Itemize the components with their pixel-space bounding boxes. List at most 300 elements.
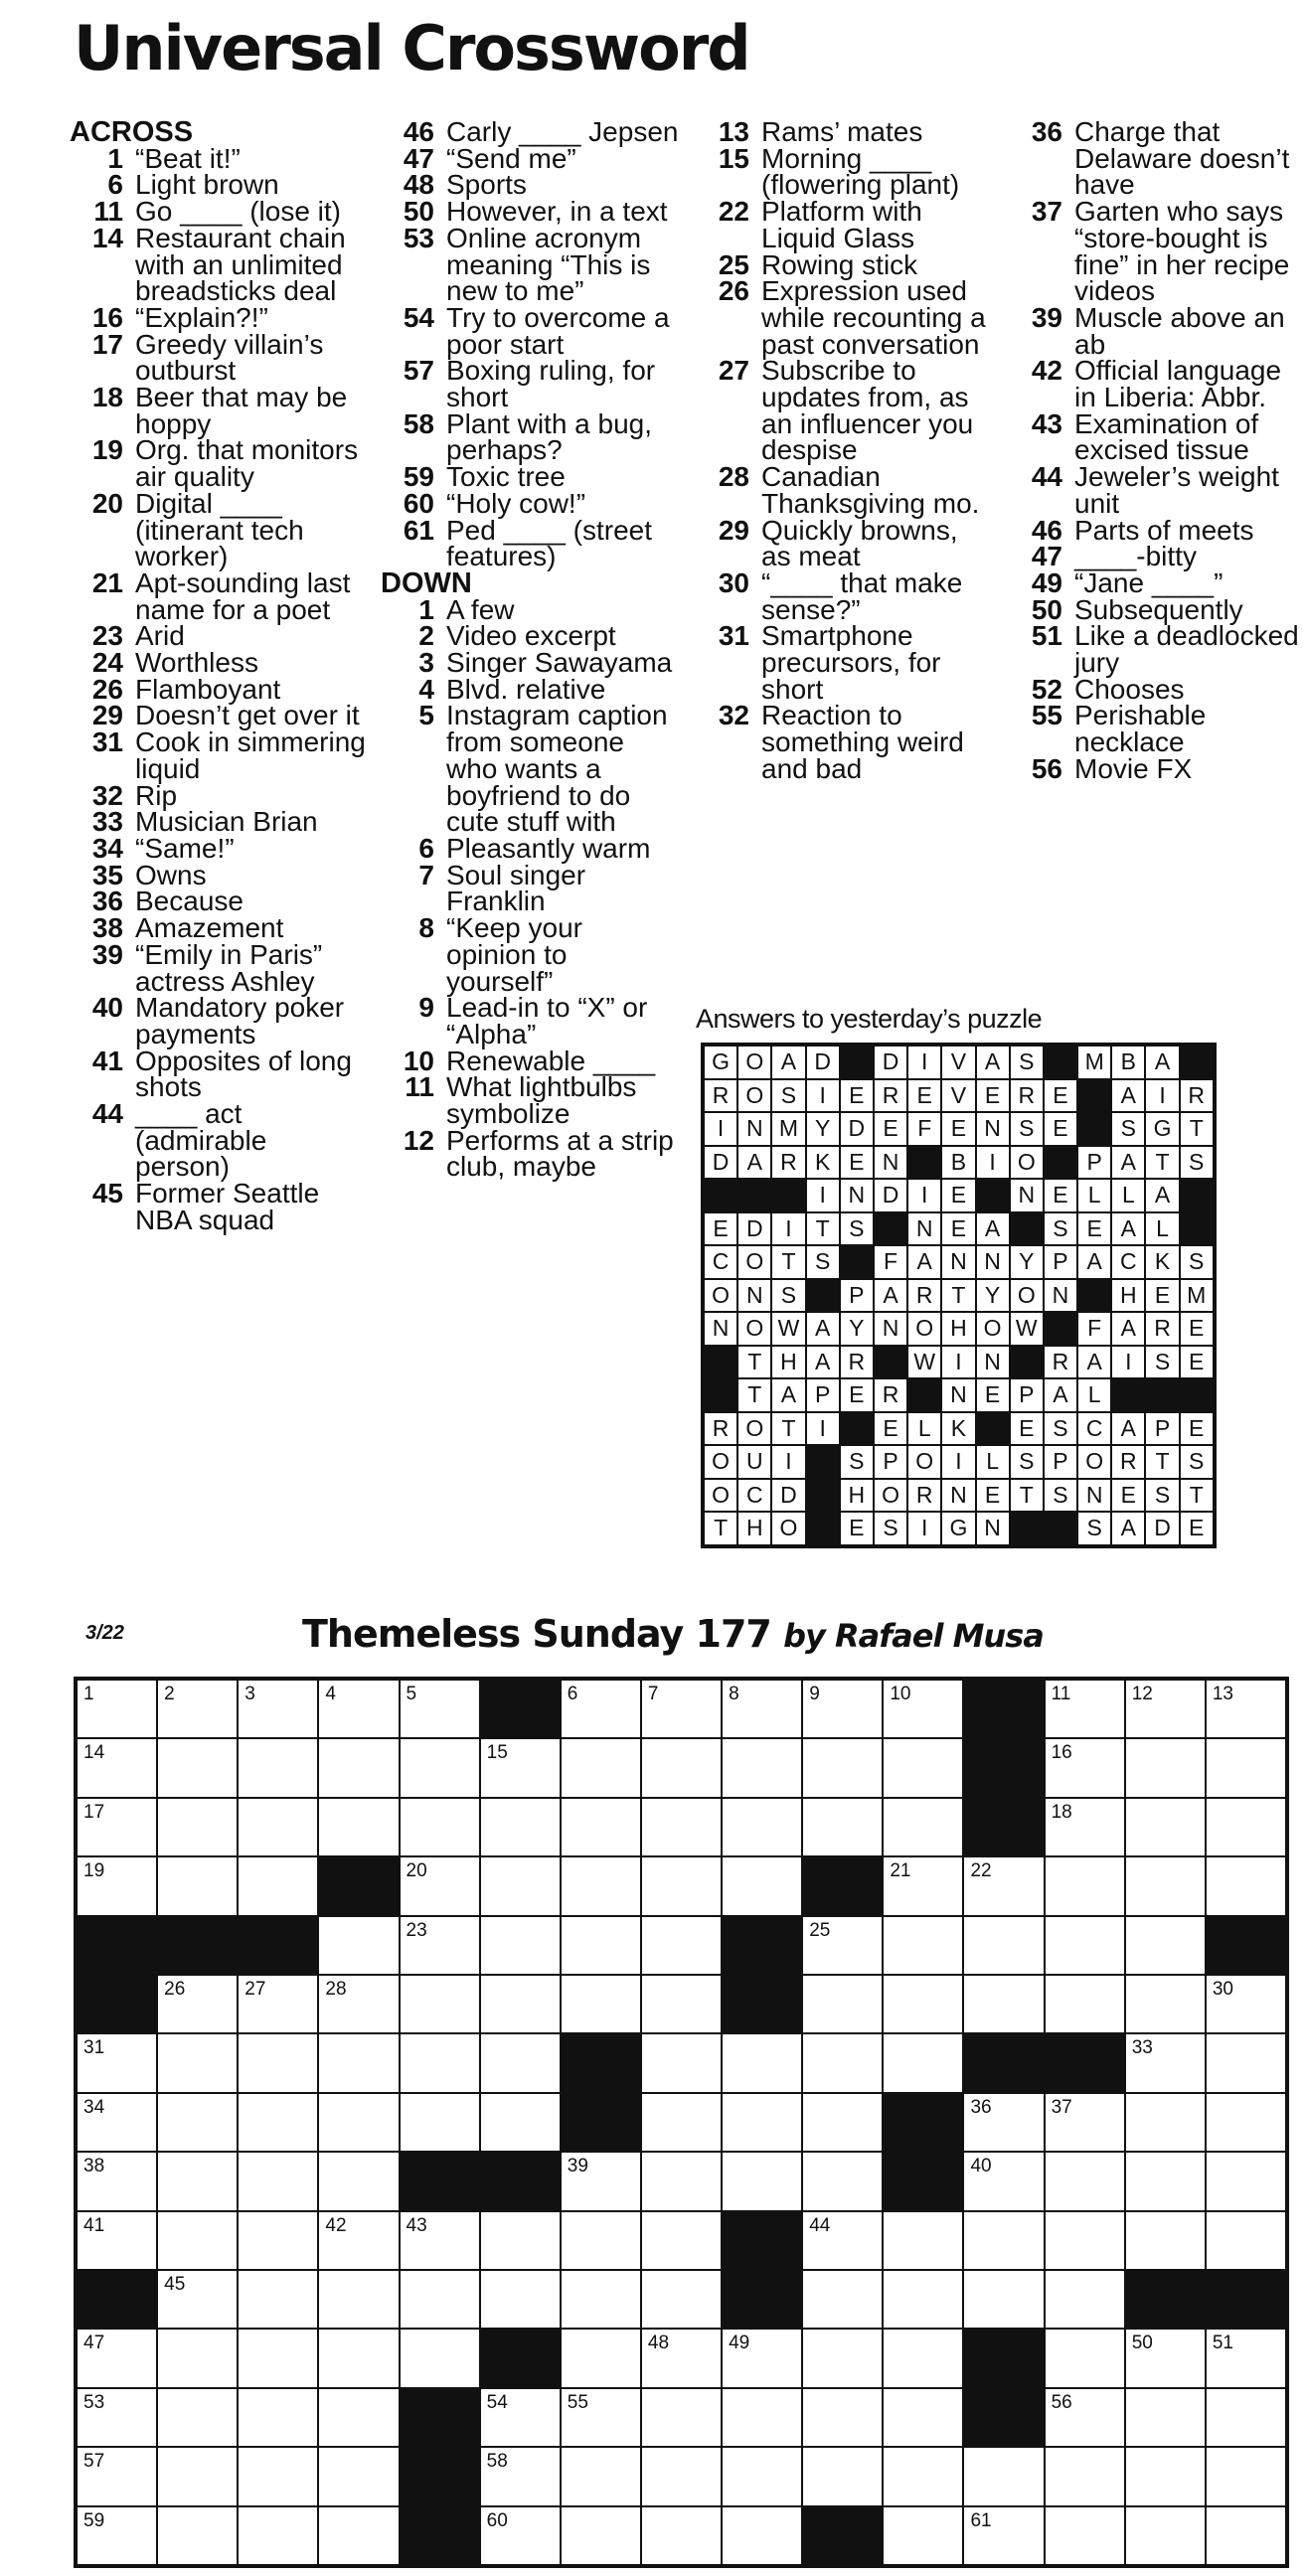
grid-cell[interactable]: [157, 1738, 238, 1797]
answer-cell: O: [737, 1245, 771, 1279]
cell-number: 30: [1212, 1979, 1233, 2000]
answer-cell: H: [840, 1479, 874, 1513]
grid-cell[interactable]: [1045, 1798, 1125, 1856]
answer-black-square: [840, 1046, 874, 1079]
grid-cell[interactable]: [77, 2211, 157, 2270]
grid-cell[interactable]: [400, 1975, 480, 2033]
grid-cell[interactable]: [157, 2388, 238, 2447]
grid-cell[interactable]: [641, 1798, 722, 1856]
grid-cell[interactable]: [883, 1738, 963, 1797]
answer-cell: N: [976, 1346, 1010, 1379]
cell-number: 1: [83, 1684, 94, 1704]
clue-number: 7: [418, 859, 434, 890]
grid-cell[interactable]: [883, 2447, 963, 2505]
grid-cell[interactable]: [157, 2447, 238, 2505]
clue-item: [1009, 752, 1302, 784]
grid-cell[interactable]: [802, 2152, 883, 2210]
clue-item: [1009, 566, 1302, 598]
clue-number: 53: [403, 222, 434, 253]
answer-cell: E: [1044, 1179, 1077, 1212]
grid-cell[interactable]: [1125, 1975, 1206, 2033]
clue-number: 39: [91, 938, 123, 970]
grid-black-square: [400, 2152, 480, 2210]
answer-cell: T: [941, 1279, 975, 1313]
cell-number: 50: [1131, 2333, 1153, 2354]
grid-cell[interactable]: [157, 1856, 238, 1915]
grid-cell[interactable]: [238, 2033, 318, 2092]
grid-cell[interactable]: [1125, 2093, 1206, 2152]
grid-cell[interactable]: [1125, 2033, 1206, 2092]
grid-cell[interactable]: [1206, 1856, 1286, 1915]
grid-cell[interactable]: [1125, 2506, 1206, 2565]
answer-cell: E: [1044, 1112, 1077, 1146]
grid-cell[interactable]: [641, 1975, 722, 2033]
answer-cell: I: [806, 1412, 840, 1446]
clue-item: [70, 832, 368, 864]
grid-cell[interactable]: [561, 1798, 641, 1856]
cell-number: 19: [83, 1860, 105, 1882]
grid-cell[interactable]: [1206, 1975, 1286, 2033]
clue-item: [381, 301, 679, 360]
cell-number: 17: [83, 1801, 105, 1823]
grid-cell[interactable]: [157, 2152, 238, 2210]
grid-cell[interactable]: [1206, 2152, 1286, 2210]
grid-cell[interactable]: [722, 2388, 802, 2447]
answer-cell: D: [840, 1112, 874, 1146]
cell-number: 5: [406, 1684, 417, 1704]
grid-cell[interactable]: [1045, 1856, 1125, 1915]
grid-cell[interactable]: [400, 1798, 480, 1856]
grid-cell[interactable]: [883, 2329, 963, 2387]
grid-cell[interactable]: [1045, 2152, 1125, 2210]
grid-cell[interactable]: [77, 1798, 157, 1856]
grid-cell[interactable]: [641, 2033, 722, 2092]
clue-item: [381, 1124, 679, 1183]
grid-cell[interactable]: [238, 1798, 318, 1856]
answer-cell: N: [1077, 1479, 1111, 1513]
grid-cell[interactable]: [77, 2388, 157, 2447]
grid-cell[interactable]: [641, 2093, 722, 2152]
grid-cell[interactable]: [963, 1856, 1044, 1915]
clue-item: [381, 407, 679, 466]
grid-cell[interactable]: [318, 2270, 399, 2329]
answer-cell: P: [1077, 1146, 1111, 1180]
grid-cell[interactable]: [722, 2447, 802, 2505]
grid-cell[interactable]: [1125, 1738, 1206, 1797]
grid-cell[interactable]: [641, 2506, 722, 2565]
answer-cell: L: [907, 1412, 941, 1446]
clue-section-heading: DOWN: [381, 566, 472, 599]
grid-cell[interactable]: [77, 1856, 157, 1915]
answer-black-square: [806, 1479, 840, 1513]
grid-cell[interactable]: [318, 2388, 399, 2447]
answer-cell: A: [1111, 1146, 1145, 1180]
grid-cell[interactable]: [1045, 2211, 1125, 2270]
clue-item: [70, 1098, 368, 1183]
cell-number: 20: [406, 1860, 427, 1882]
grid-cell[interactable]: [1125, 2329, 1206, 2387]
clue-text: “____ that make sense?”: [761, 566, 963, 625]
clue-number: 30: [718, 566, 749, 598]
grid-cell[interactable]: [400, 2329, 480, 2387]
grid-cell[interactable]: [1045, 1975, 1125, 2033]
grid-cell[interactable]: [883, 1856, 963, 1915]
grid-cell[interactable]: [238, 2388, 318, 2447]
grid-cell[interactable]: [400, 1856, 480, 1915]
cell-number: 51: [1212, 2333, 1233, 2354]
grid-cell[interactable]: [641, 1916, 722, 1975]
grid-cell[interactable]: [1045, 1680, 1125, 1738]
grid-cell[interactable]: [1125, 2388, 1206, 2447]
answer-cell: T: [1145, 1445, 1179, 1479]
answer-cell: S: [1010, 1445, 1044, 1479]
answer-cell: K: [941, 1412, 975, 1446]
grid-cell[interactable]: [400, 2033, 480, 2092]
clue-item: [381, 620, 679, 652]
grid-cell[interactable]: [1045, 2506, 1125, 2565]
clue-number: 12: [403, 1124, 434, 1156]
grid-cell[interactable]: [802, 2033, 883, 2092]
grid-cell[interactable]: [1125, 1856, 1206, 1915]
grid-cell[interactable]: [561, 2329, 641, 2387]
grid-cell[interactable]: [480, 2506, 561, 2565]
grid-cell[interactable]: [561, 2388, 641, 2447]
grid-cell[interactable]: [722, 2033, 802, 2092]
grid-cell[interactable]: [883, 1798, 963, 1856]
grid-cell[interactable]: [318, 2447, 399, 2505]
grid-cell[interactable]: [77, 2329, 157, 2387]
grid-cell[interactable]: [722, 2506, 802, 2565]
clue-text: “Beat it!”: [135, 142, 241, 174]
answer-cell: C: [704, 1245, 737, 1279]
clue-column-2: [381, 116, 679, 1183]
answer-cell: E: [1145, 1279, 1179, 1313]
grid-cell[interactable]: [641, 2152, 722, 2210]
grid-cell[interactable]: [318, 2093, 399, 2152]
grid-cell[interactable]: [1125, 2152, 1206, 2210]
grid-cell[interactable]: [883, 2388, 963, 2447]
clue-text: Rams’ mates: [761, 116, 923, 147]
grid-cell[interactable]: [641, 2270, 722, 2329]
grid-cell[interactable]: [480, 2270, 561, 2329]
grid-cell[interactable]: [883, 2506, 963, 2565]
grid-cell[interactable]: [400, 2093, 480, 2152]
grid-cell[interactable]: [77, 1680, 157, 1738]
grid-cell[interactable]: [400, 1738, 480, 1797]
grid-cell[interactable]: [802, 1738, 883, 1797]
grid-cell[interactable]: [157, 2270, 238, 2329]
grid-cell[interactable]: [963, 2211, 1044, 2270]
grid-cell[interactable]: [802, 1680, 883, 1738]
clue-number: 11: [93, 196, 123, 228]
grid-cell[interactable]: [963, 2447, 1044, 2505]
grid-cell[interactable]: [157, 2211, 238, 2270]
grid-cell[interactable]: [1045, 2447, 1125, 2505]
answer-cell: O: [704, 1479, 737, 1513]
clue-number: 19: [91, 434, 123, 466]
grid-cell[interactable]: [318, 2152, 399, 2210]
answer-cell: A: [1111, 1412, 1145, 1446]
grid-cell[interactable]: [963, 2093, 1044, 2152]
grid-cell[interactable]: [318, 2033, 399, 2092]
grid-cell[interactable]: [1125, 1916, 1206, 1975]
grid-cell[interactable]: [238, 1856, 318, 1915]
grid-cell[interactable]: [1045, 2388, 1125, 2447]
grid-black-square: [400, 2388, 480, 2447]
grid-cell[interactable]: [722, 1738, 802, 1797]
grid-cell[interactable]: [561, 1680, 641, 1738]
grid-cell[interactable]: [963, 2506, 1044, 2565]
clue-number: 60: [403, 487, 434, 519]
grid-cell[interactable]: [561, 2447, 641, 2505]
grid-cell[interactable]: [802, 2211, 883, 2270]
grid-cell[interactable]: [1045, 2270, 1125, 2329]
grid-cell[interactable]: [1125, 2211, 1206, 2270]
grid-cell[interactable]: [561, 1916, 641, 1975]
grid-cell[interactable]: [238, 1680, 318, 1738]
grid-cell[interactable]: [238, 2152, 318, 2210]
grid-cell[interactable]: [722, 2152, 802, 2210]
cell-number: 48: [647, 2333, 670, 2354]
grid-cell[interactable]: [561, 1856, 641, 1915]
answer-cell: E: [704, 1212, 737, 1246]
grid-cell[interactable]: [157, 2329, 238, 2387]
answer-cell: P: [1145, 1412, 1179, 1446]
grid-cell[interactable]: [318, 2506, 399, 2565]
grid-cell[interactable]: [883, 1975, 963, 2033]
answer-cell: O: [874, 1479, 907, 1513]
grid-cell[interactable]: [1045, 1916, 1125, 1975]
grid-cell[interactable]: [802, 2329, 883, 2387]
grid-cell[interactable]: [561, 2211, 641, 2270]
answer-cell: S: [806, 1245, 840, 1279]
grid-cell[interactable]: [883, 2270, 963, 2329]
grid-cell[interactable]: [722, 1680, 802, 1738]
grid-cell[interactable]: [157, 1680, 238, 1738]
grid-cell[interactable]: [1125, 1798, 1206, 1856]
grid-cell[interactable]: [400, 2270, 480, 2329]
grid-cell[interactable]: [480, 2093, 561, 2152]
grid-cell[interactable]: [400, 2211, 480, 2270]
grid-cell[interactable]: [963, 1916, 1044, 1975]
cell-number: 37: [1051, 2096, 1072, 2118]
grid-cell[interactable]: [963, 2270, 1044, 2329]
answer-cell: S: [1010, 1112, 1044, 1146]
answer-cell: E: [976, 1378, 1010, 1412]
answer-cell: T: [1180, 1479, 1214, 1513]
grid-cell[interactable]: [561, 1738, 641, 1797]
grid-cell[interactable]: [641, 2329, 722, 2387]
grid-cell[interactable]: [802, 1975, 883, 2033]
grid-cell[interactable]: [157, 1798, 238, 1856]
grid-cell[interactable]: [77, 2093, 157, 2152]
clue-text: Flamboyant: [135, 673, 281, 705]
grid-black-square: [1206, 1916, 1286, 1975]
grid-cell[interactable]: [802, 2270, 883, 2329]
clue-number: 21: [91, 566, 123, 598]
grid-cell[interactable]: [722, 2093, 802, 2152]
grid-cell[interactable]: [1206, 1798, 1286, 1856]
grid-cell[interactable]: [157, 2506, 238, 2565]
grid-cell[interactable]: [480, 2388, 561, 2447]
grid-cell[interactable]: [1045, 1738, 1125, 1797]
grid-cell[interactable]: [1206, 2211, 1286, 2270]
grid-cell[interactable]: [480, 2447, 561, 2505]
grid-cell[interactable]: [561, 2506, 641, 2565]
grid-cell[interactable]: [318, 2329, 399, 2387]
grid-cell[interactable]: [238, 2447, 318, 2505]
clue-number: 46: [1031, 514, 1062, 546]
clue-number: 36: [1031, 116, 1062, 147]
clue-number: 47: [403, 142, 434, 174]
grid-cell[interactable]: [963, 1975, 1044, 2033]
grid-cell[interactable]: [641, 2447, 722, 2505]
grid-cell[interactable]: [77, 2447, 157, 2505]
answer-cell: R: [1044, 1346, 1077, 1379]
grid-cell[interactable]: [963, 2152, 1044, 2210]
grid-black-square: [77, 1916, 157, 1975]
grid-cell[interactable]: [1045, 2093, 1125, 2152]
grid-cell[interactable]: [641, 2388, 722, 2447]
grid-cell[interactable]: [238, 1738, 318, 1797]
grid-cell[interactable]: [1206, 2506, 1286, 2565]
answer-cell: D: [806, 1046, 840, 1079]
grid-cell[interactable]: [1206, 2447, 1286, 2505]
cell-number: 4: [325, 1684, 336, 1704]
grid-black-square: [963, 2329, 1044, 2387]
grid-cell[interactable]: [641, 1856, 722, 1915]
grid-cell[interactable]: [318, 1916, 399, 1975]
grid-cell[interactable]: [722, 1856, 802, 1915]
grid-cell[interactable]: [561, 1975, 641, 2033]
grid-cell[interactable]: [1045, 2329, 1125, 2387]
grid-cell[interactable]: [802, 2447, 883, 2505]
clue-text: Greedy villain’s outburst: [135, 328, 324, 387]
clue-item: [696, 116, 994, 147]
clue-item: [1009, 196, 1302, 307]
answer-cell: S: [1077, 1512, 1111, 1545]
grid-cell[interactable]: [238, 1975, 318, 2033]
grid-cell[interactable]: [480, 2033, 561, 2092]
answer-cell: O: [907, 1312, 941, 1346]
clue-text: Carly ____ Jepsen: [446, 116, 679, 147]
grid-cell[interactable]: [480, 2211, 561, 2270]
answer-cell: I: [907, 1512, 941, 1545]
grid-cell[interactable]: [1125, 2447, 1206, 2505]
grid-cell[interactable]: [318, 1798, 399, 1856]
answer-cell: E: [1180, 1512, 1214, 1545]
grid-cell[interactable]: [480, 1856, 561, 1915]
grid-cell[interactable]: [1206, 2093, 1286, 2152]
clue-text: ____-bitty: [1074, 541, 1197, 572]
grid-cell[interactable]: [238, 2270, 318, 2329]
grid-cell[interactable]: [318, 1738, 399, 1797]
grid-cell[interactable]: [883, 2211, 963, 2270]
grid-cell[interactable]: [561, 2270, 641, 2329]
clue-item: [70, 620, 368, 652]
grid-cell[interactable]: [77, 2033, 157, 2092]
grid-cell[interactable]: [722, 1798, 802, 1856]
cell-number: 13: [1212, 1684, 1233, 1704]
cell-number: 43: [406, 2214, 427, 2236]
grid-cell[interactable]: [318, 1975, 399, 2033]
grid-cell[interactable]: [802, 2093, 883, 2152]
grid-cell[interactable]: [400, 1680, 480, 1738]
grid-cell[interactable]: [1206, 2388, 1286, 2447]
grid-cell[interactable]: [561, 2152, 641, 2210]
clue-text: Musician Brian: [135, 806, 318, 838]
answer-cell: N: [874, 1312, 907, 1346]
grid-cell[interactable]: [722, 2329, 802, 2387]
answer-cell: T: [806, 1212, 840, 1246]
cell-number: 31: [83, 2037, 105, 2059]
grid-cell[interactable]: [238, 2506, 318, 2565]
answer-cell: H: [1111, 1279, 1145, 1313]
clue-item: [381, 700, 679, 838]
grid-cell[interactable]: [883, 1680, 963, 1738]
grid-cell[interactable]: [157, 2093, 238, 2152]
grid-cell[interactable]: [480, 1798, 561, 1856]
grid-cell[interactable]: [480, 1916, 561, 1975]
grid-cell[interactable]: [1206, 2329, 1286, 2387]
grid-cell[interactable]: [318, 2211, 399, 2270]
grid-cell[interactable]: [238, 2211, 318, 2270]
answer-cell: B: [1111, 1046, 1145, 1079]
cell-number: 41: [83, 2214, 105, 2236]
clue-item: [1009, 355, 1302, 413]
grid-cell[interactable]: [1206, 1738, 1286, 1797]
grid-cell[interactable]: [1206, 1680, 1286, 1738]
answer-cell: F: [1077, 1312, 1111, 1346]
grid-cell[interactable]: [157, 1975, 238, 2033]
grid-cell[interactable]: [802, 2388, 883, 2447]
clue-item: [381, 142, 679, 174]
answer-black-square: [806, 1512, 840, 1545]
grid-cell[interactable]: [802, 1798, 883, 1856]
grid-cell[interactable]: [480, 1975, 561, 2033]
grid-cell[interactable]: [238, 2093, 318, 2152]
grid-cell[interactable]: [641, 2211, 722, 2270]
clue-column-3: [696, 116, 994, 784]
grid-cell[interactable]: [641, 1738, 722, 1797]
grid-cell[interactable]: [883, 1916, 963, 1975]
answer-cell: A: [976, 1046, 1010, 1079]
grid-cell[interactable]: [238, 2329, 318, 2387]
grid-cell[interactable]: [1125, 1680, 1206, 1738]
answer-cell: F: [874, 1245, 907, 1279]
clue-item: [70, 566, 368, 625]
clue-item: [1009, 301, 1302, 360]
grid-cell[interactable]: [1206, 2033, 1286, 2092]
grid-cell[interactable]: [883, 2033, 963, 2092]
grid-cell[interactable]: [641, 1680, 722, 1738]
clue-number: 50: [1031, 593, 1062, 625]
grid-cell[interactable]: [77, 1738, 157, 1797]
grid-cell[interactable]: [77, 2152, 157, 2210]
answer-black-square: [1044, 1046, 1077, 1079]
grid-cell[interactable]: [400, 1916, 480, 1975]
grid-cell[interactable]: [318, 1680, 399, 1738]
cell-number: 10: [890, 1684, 911, 1704]
answer-black-square: [771, 1179, 805, 1212]
clue-text: Movie FX: [1074, 752, 1193, 784]
grid-cell[interactable]: [802, 1916, 883, 1975]
grid-cell[interactable]: [77, 2506, 157, 2565]
grid-cell[interactable]: [480, 1738, 561, 1797]
answer-cell: V: [941, 1079, 975, 1113]
grid-cell[interactable]: [157, 2033, 238, 2092]
grid-black-square: [1125, 2270, 1206, 2329]
